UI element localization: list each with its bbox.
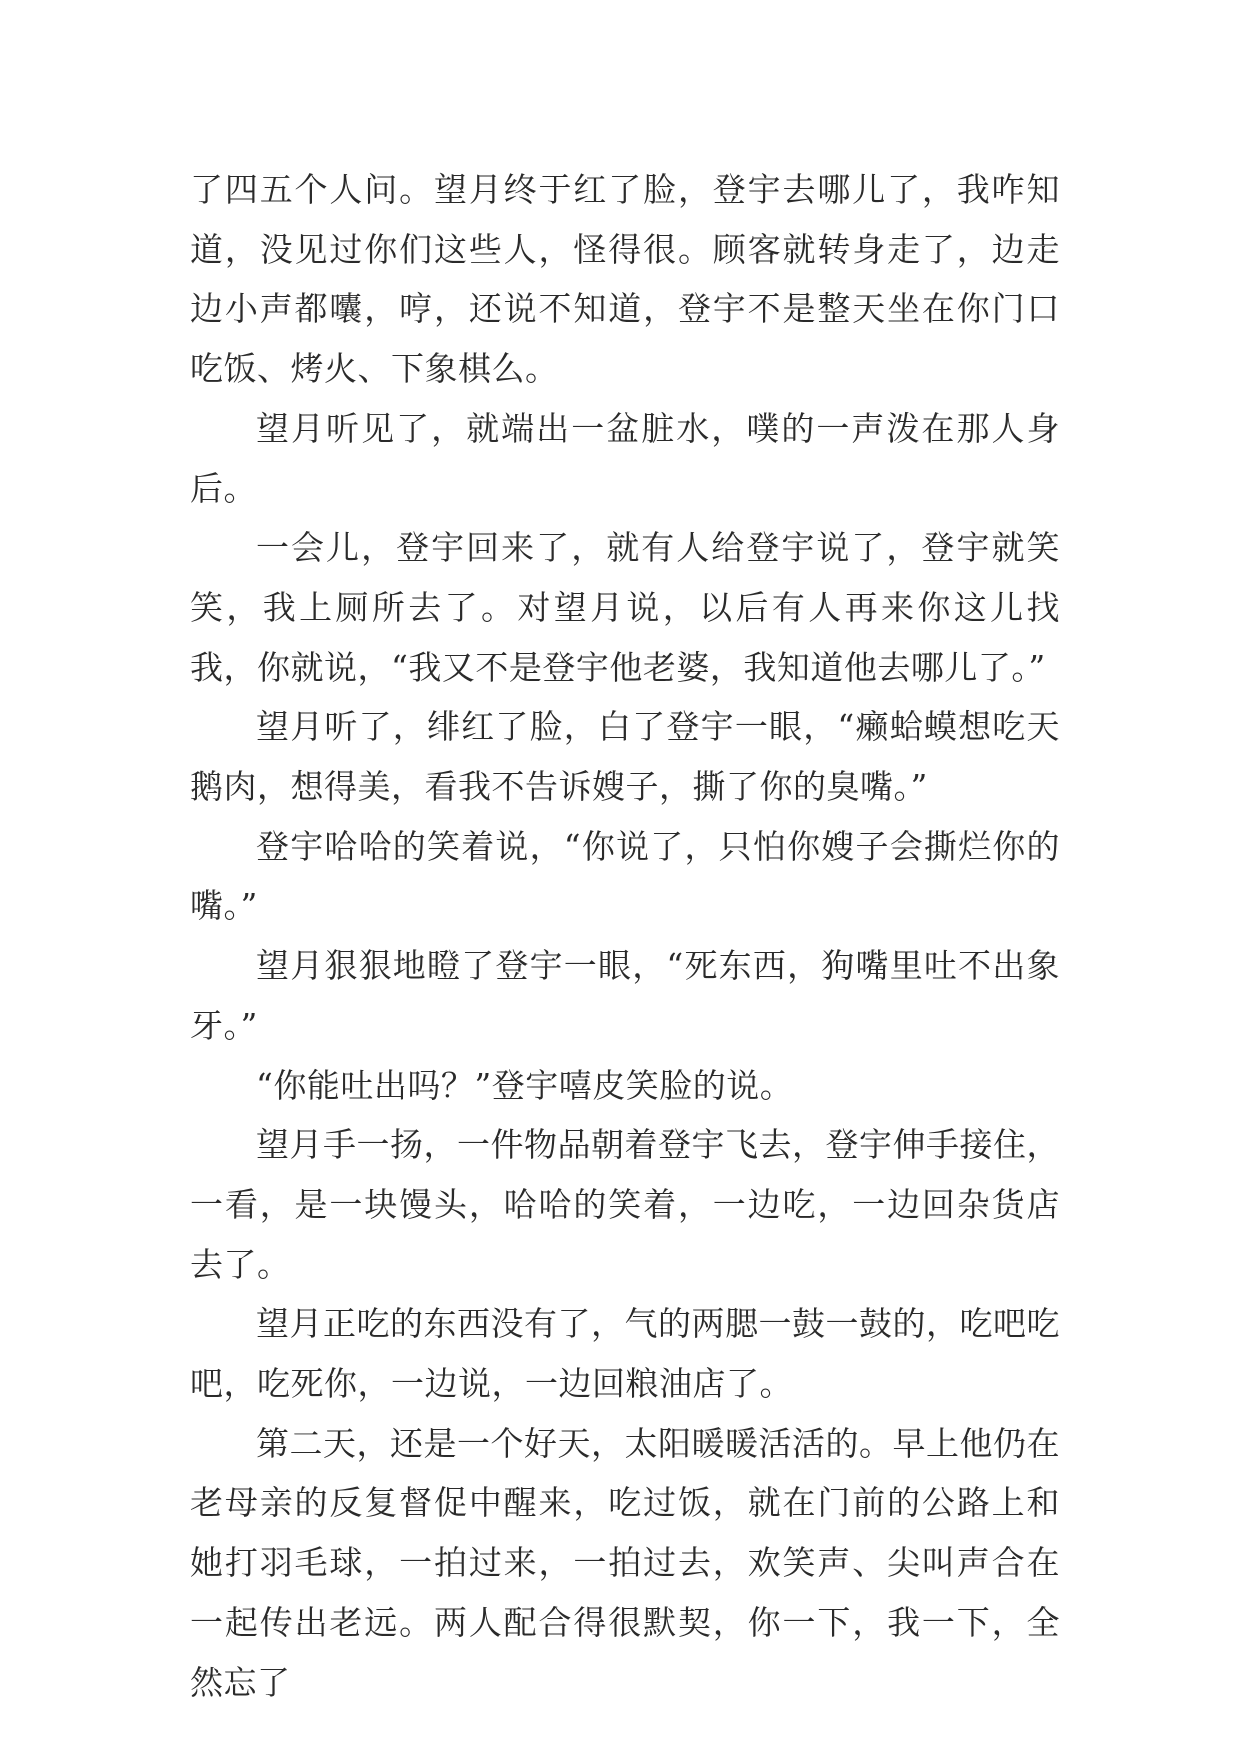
paragraph: 望月手一扬，一件物品朝着登宇飞去，登宇伸手接住，一看，是一块馒头，哈哈的笑着，一边吃，一边回杂货店去了。 — [190, 1125, 1060, 1284]
body-text — [190, 160, 1060, 1712]
paragraph: 第二天，还是一个好天，太阳暖暖活活的。早上他仍在老母亲的反复督促中醒来，吃过饭，就在门前的公路上和她打羽毛球，一拍过来，一拍过去，欢笑声、尖叫声合在一起传出老远。两人配合得很默契，你一下，我一下，全然忘了 — [190, 1423, 1060, 1702]
paragraph: 望月正吃的东西没有了，气的两腮一鼓一鼓的，吃吧吃吧，吃死你，一边说，一边回粮油店了。 — [190, 1304, 1060, 1404]
paragraph: 登宇哈哈的笑着说，“你说了，只怕你嫂子会撕烂你的嘴。” — [190, 826, 1060, 926]
paragraph: 了四五个人问。望月终于红了脸，登宇去哪儿了，我咋知道，没见过你们这些人，怪得很。顾客就转身走了，边走边小声都囔，哼，还说不知道，登宇不是整天坐在你门口吃饭、烤火、下象棋么。 — [190, 170, 1060, 389]
paragraph: “你能吐出吗？”登宇嘻皮笑脸的说。 — [256, 1065, 794, 1105]
paragraph: 望月狠狠地瞪了登宇一眼，“死东西，狗嘴里吐不出象牙。” — [190, 946, 1060, 1045]
paragraph: 望月听了，绯红了脸，白了登宇一眼，“癞蛤蟆想吃天鹅肉，想得美，看我不告诉嫂子，撕了你的臭嘴。” — [190, 707, 1060, 807]
paragraph: 一会儿，登宇回来了，就有人给登宇说了，登宇就笑笑，我上厕所去了。对望月说，以后有人再来你这儿找我，你就说，“我又不是登宇他老婆，我知道他去哪儿了。” — [190, 528, 1060, 687]
paragraph: 望月听见了，就端出一盆脏水，噗的一声泼在那人身后。 — [190, 408, 1060, 508]
